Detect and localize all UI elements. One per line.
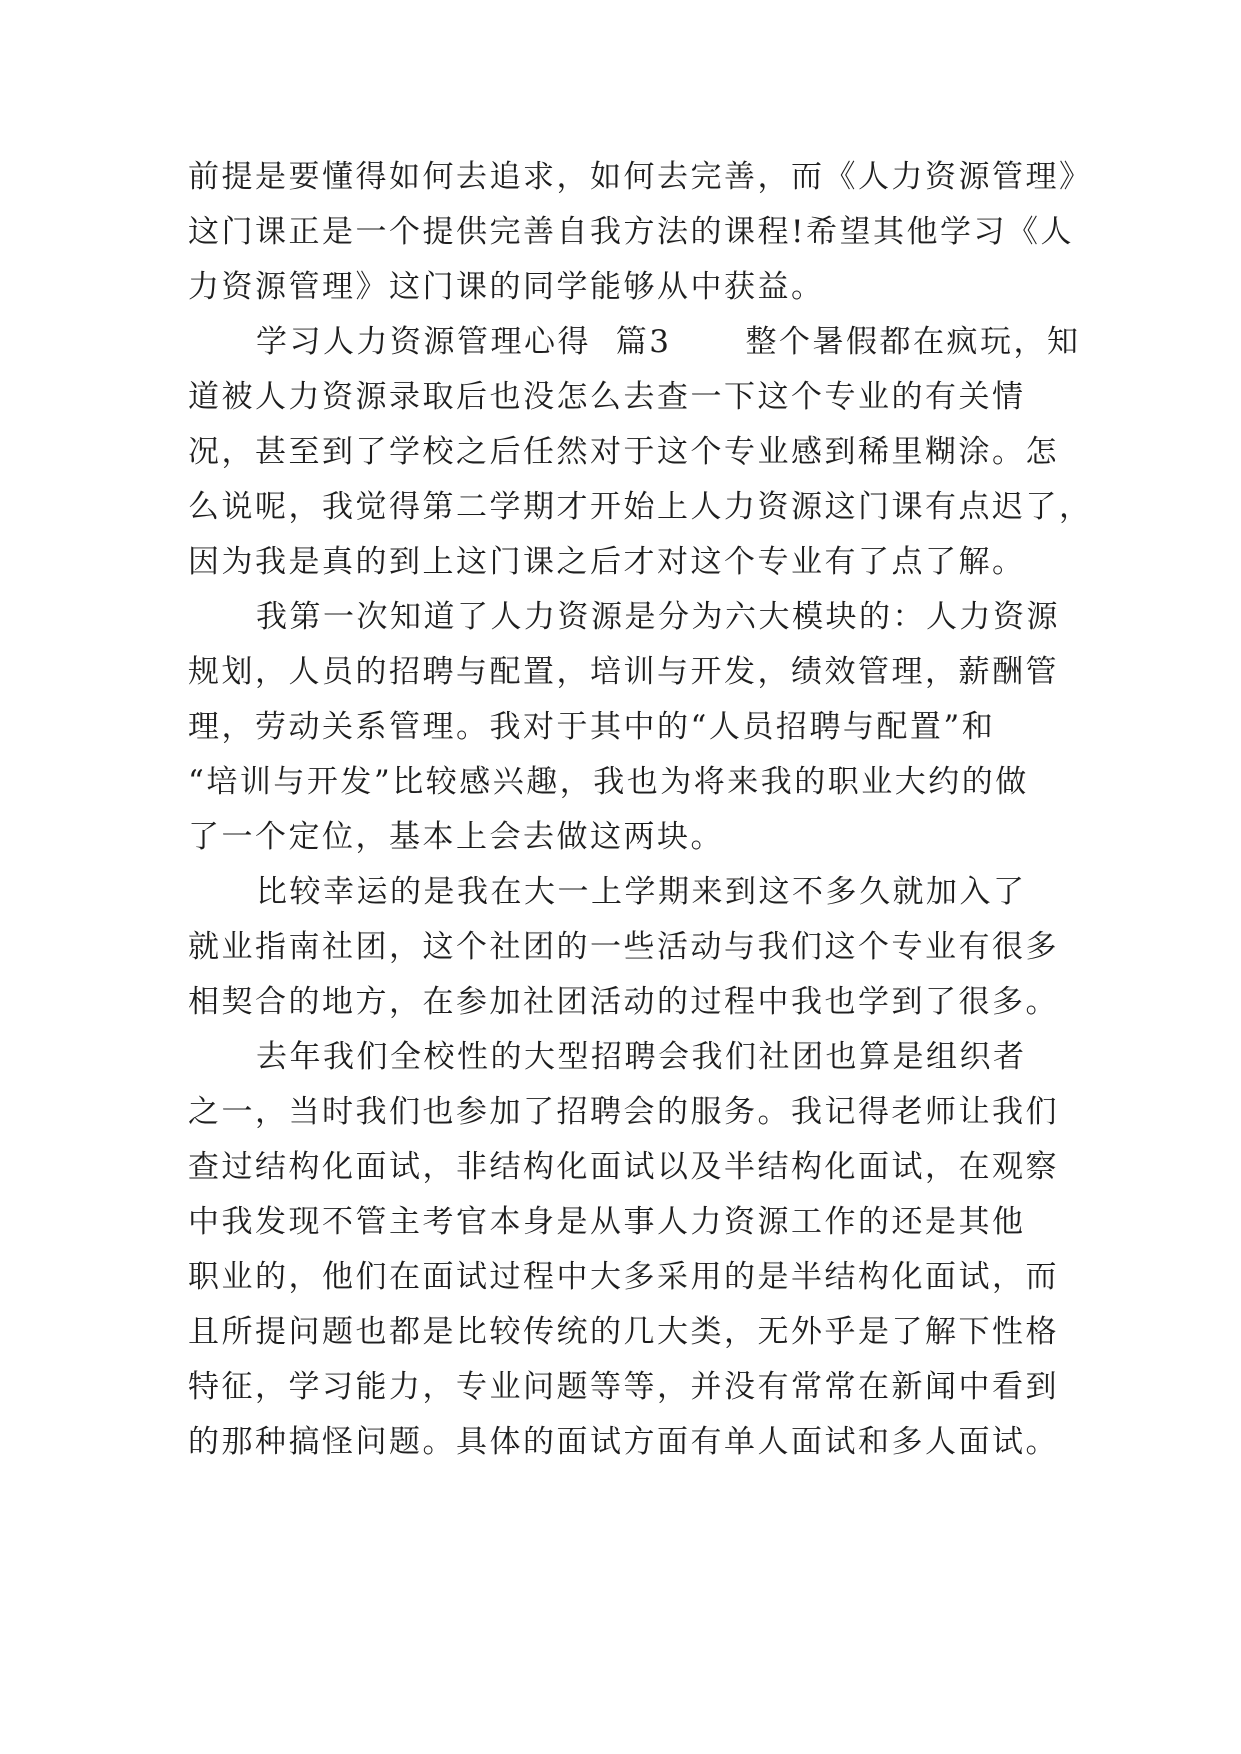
text-line: 职业的，他们在面试过程中大多采用的是半结构化面试，而 bbox=[188, 1259, 1059, 1295]
text-line: 特征，学习能力，专业问题等等，并没有常常在新闻中看到 bbox=[188, 1369, 1059, 1405]
text-line: 相契合的地方，在参加社团活动的过程中我也学到了很多。 bbox=[188, 984, 1059, 1020]
text-line: 因为我是真的到上这门课之后才对这个专业有了点了解。 bbox=[188, 544, 1026, 580]
section-heading-line: 学习人力资源管理心得 篇3 整个暑假都在疯玩，知 bbox=[256, 324, 1081, 360]
text-line: 之一，当时我们也参加了招聘会的服务。我记得老师让我们 bbox=[188, 1094, 1059, 1130]
text-line: 且所提问题也都是比较传统的几大类，无外乎是了解下性格 bbox=[188, 1314, 1059, 1350]
text-line: 中我发现不管主考官本身是从事人力资源工作的还是其他 bbox=[188, 1204, 1026, 1240]
text-line: 前提是要懂得如何去追求，如何去完善，而《人力资源管理》 bbox=[188, 159, 1093, 195]
text-line: 了一个定位，基本上会去做这两块。 bbox=[188, 819, 724, 855]
text-line: 就业指南社团，这个社团的一些活动与我们这个专业有很多 bbox=[188, 929, 1059, 965]
text-line: 理，劳动关系管理。我对于其中的“人员招聘与配置”和 bbox=[188, 709, 996, 745]
paragraph-start-line: 我第一次知道了人力资源是分为六大模块的：人力资源 bbox=[256, 599, 1060, 635]
text-line: 况，甚至到了学校之后任然对于这个专业感到稀里糊涂。怎 bbox=[188, 434, 1059, 470]
text-line: 力资源管理》这门课的同学能够从中获益。 bbox=[188, 269, 825, 305]
document-body bbox=[188, 150, 1093, 1470]
text-line: 道被人力资源录取后也没怎么去查一下这个专业的有关情 bbox=[188, 379, 1026, 415]
text-line: “培训与开发”比较感兴趣，我也为将来我的职业大约的做 bbox=[188, 764, 1029, 800]
paragraph-start-line: 去年我们全校性的大型招聘会我们社团也算是组织者 bbox=[256, 1039, 1027, 1075]
text-line: 规划，人员的招聘与配置，培训与开发，绩效管理，薪酬管 bbox=[188, 654, 1059, 690]
text-line: 么说呢，我觉得第二学期才开始上人力资源这门课有点迟了， bbox=[188, 489, 1093, 525]
text-line: 的那种搞怪问题。具体的面试方面有单人面试和多人面试。 bbox=[188, 1424, 1059, 1460]
paragraph-start-line: 比较幸运的是我在大一上学期来到这不多久就加入了 bbox=[256, 874, 1027, 910]
text-line: 这门课正是一个提供完善自我方法的课程!希望其他学习《人 bbox=[188, 214, 1074, 250]
text-line: 查过结构化面试，非结构化面试以及半结构化面试，在观察 bbox=[188, 1149, 1059, 1185]
